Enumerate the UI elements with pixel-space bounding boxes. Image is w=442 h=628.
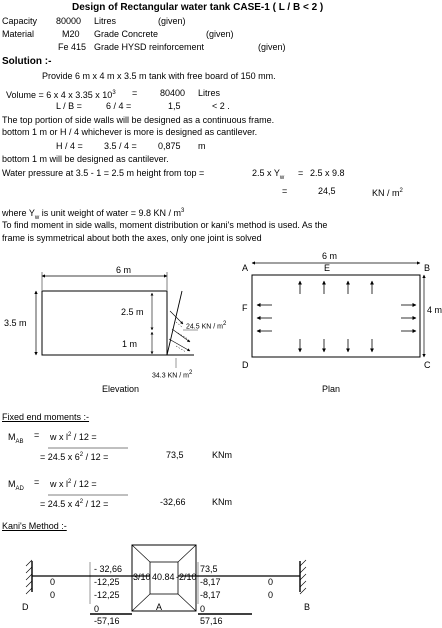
pressure-base-label: 34.3 KN / $m^2$ xyxy=(152,370,193,380)
plan-outline xyxy=(252,275,420,357)
elevation-height-label: 3.5 m xyxy=(4,318,27,328)
kani-right-zero-2: 0 xyxy=(268,590,274,600)
elevation-lower-label: 1 m xyxy=(122,339,138,349)
steel-note: (given) xyxy=(258,42,286,52)
kani-left-value-2: -12,25 xyxy=(94,577,120,587)
lb-label: L / B = xyxy=(56,101,82,111)
capacity-unit: Litres xyxy=(94,16,117,26)
plan-corner-a: A xyxy=(242,263,249,273)
kani-left-zero-1: 0 xyxy=(50,577,56,587)
lb-value: 1,5 xyxy=(168,101,181,111)
concrete-desc: Grade Concrete xyxy=(94,29,159,39)
mab-unit: KNm xyxy=(212,450,232,460)
pressure-mid-label: 24.5 KN / $m^2$ xyxy=(186,321,227,331)
plan-mid-e: E xyxy=(324,263,331,273)
elevation-drawing xyxy=(36,272,198,368)
kani-right-value-3: -8,17 xyxy=(200,590,221,600)
kani-bottom-right-total: 57,16 xyxy=(200,616,223,626)
kani-left-value-1: - 32,66 xyxy=(94,564,123,574)
kani-node-a: A xyxy=(156,602,163,612)
steel-desc: Grade HYSD reinforcement xyxy=(94,42,205,52)
capacity-note: (given) xyxy=(158,16,186,26)
para-symmetry: frame is symmetrical about both the axes, only one joint is solved xyxy=(2,233,262,243)
mad-value: -32,66 xyxy=(160,497,186,507)
mad-calculation: = 24.5 x $4^2 / 12$ = xyxy=(40,499,109,509)
solution-heading: Solution :- xyxy=(2,56,52,67)
mad-unit: KNm xyxy=(212,497,232,507)
water-pressure-expr2: 2.5 x 9.8 xyxy=(310,168,345,178)
h4-label: H / 4 = xyxy=(56,141,83,151)
h4-value: 0,875 xyxy=(158,141,181,151)
kani-dist-right: -2/10 xyxy=(176,572,197,582)
concrete-code: M20 xyxy=(62,29,80,39)
elevation-caption: Elevation xyxy=(102,384,140,394)
water-pressure-eq: = xyxy=(298,168,304,178)
kani-heading: Kani's Method :- xyxy=(2,521,67,531)
volume-unit: Litres xyxy=(198,88,221,98)
material-label: Material xyxy=(2,29,35,39)
kani-left-value-3: -12,25 xyxy=(94,590,120,600)
kani-bottom-left-zero: 0 xyxy=(94,604,100,614)
mab-equals: = xyxy=(34,430,40,440)
volume-value: 80400 xyxy=(160,88,186,98)
kani-bottom-right-zero: 0 xyxy=(200,604,206,614)
mab-calculation: = 24.5 x $6^2 / 12$ = xyxy=(40,452,109,462)
para-cantilever-result: bottom 1 m will be designed as cantilever. xyxy=(2,154,169,164)
water-pressure-eq2: = xyxy=(282,186,288,196)
capacity-value: 80000 xyxy=(56,16,82,26)
water-pressure-unit: KN / $m^2$ xyxy=(372,188,403,198)
lb-condition: < 2 . xyxy=(212,101,230,111)
plan-corner-d: D xyxy=(242,360,249,370)
kani-node-b: B xyxy=(304,602,311,612)
para-continuous-frame: The top portion of side walls will be designed as a continuous frame. xyxy=(2,115,275,125)
plan-drawing xyxy=(252,263,424,357)
volume-equals: = xyxy=(132,88,138,98)
concrete-note: (given) xyxy=(206,29,234,39)
mab-value: 73,5 xyxy=(166,450,184,460)
kani-node-d: D xyxy=(22,602,29,612)
plan-caption: Plan xyxy=(322,384,341,394)
mad-formula: w x $l^2 / 12$ = xyxy=(50,479,97,489)
water-pressure-label: Water pressure at 3.5 - 1 = 2.5 m height from top = xyxy=(2,168,205,178)
h4-expression: 3.5 / 4 = xyxy=(104,141,137,151)
mad-label: $M_{AD}$ xyxy=(8,479,24,492)
capacity-label: Capacity xyxy=(2,16,38,26)
mad-equals: = xyxy=(34,477,40,487)
kani-dist-left: 3/10 xyxy=(133,572,151,582)
provide-line: Provide 6 m x 4 m x 3.5 m tank with free board of 150 mm. xyxy=(42,71,276,81)
plan-corner-b: B xyxy=(424,263,431,273)
mab-label: $M_{AB}$ xyxy=(8,432,24,445)
water-pressure-value: 24,5 xyxy=(318,186,336,196)
page-title: Design of Rectangular water tank CASE-1 ( L / B < 2 ) xyxy=(72,2,324,13)
kani-right-value-1: 73,5 xyxy=(200,564,218,574)
para-cantilever-rule: bottom 1 m or H / 4 whichever is more is designed as cantilever. xyxy=(2,127,258,137)
fem-heading: Fixed end moments :- xyxy=(2,412,90,422)
elevation-upper-label: 2.5 m xyxy=(121,307,144,317)
kani-bottom-left-total: -57,16 xyxy=(94,616,120,626)
para-method: To find moment in side walls, moment distribution or kani's method is used. As the xyxy=(2,220,328,230)
kani-center-value: 40.84 xyxy=(152,572,175,582)
volume-expression: Volume = 6 x 4 x 3.35 x $10^3$ xyxy=(6,90,116,100)
mab-formula: w x $l^2 / 12$ = xyxy=(50,432,97,442)
h4-unit: m xyxy=(198,141,206,151)
steel-code: Fe 415 xyxy=(58,42,87,52)
plan-mid-f: F xyxy=(242,303,248,313)
kani-right-zero-1: 0 xyxy=(268,577,274,587)
plan-depth-label: 4 m xyxy=(427,305,442,315)
elevation-wall-outline xyxy=(42,291,167,355)
kani-right-value-2: -8,17 xyxy=(200,577,221,587)
lb-expression: 6 / 4 = xyxy=(106,101,132,111)
plan-corner-c: C xyxy=(424,360,431,370)
plan-width-label: 6 m xyxy=(322,251,338,261)
water-pressure-expr1: 2.5 x $Y_w$ xyxy=(252,168,285,181)
kani-left-zero-2: 0 xyxy=(50,590,56,600)
unit-weight-note: where $Y_w$ is unit weight of water = 9.8 KN / $m^3$ xyxy=(2,208,185,221)
elevation-width-label: 6 m xyxy=(116,265,132,275)
